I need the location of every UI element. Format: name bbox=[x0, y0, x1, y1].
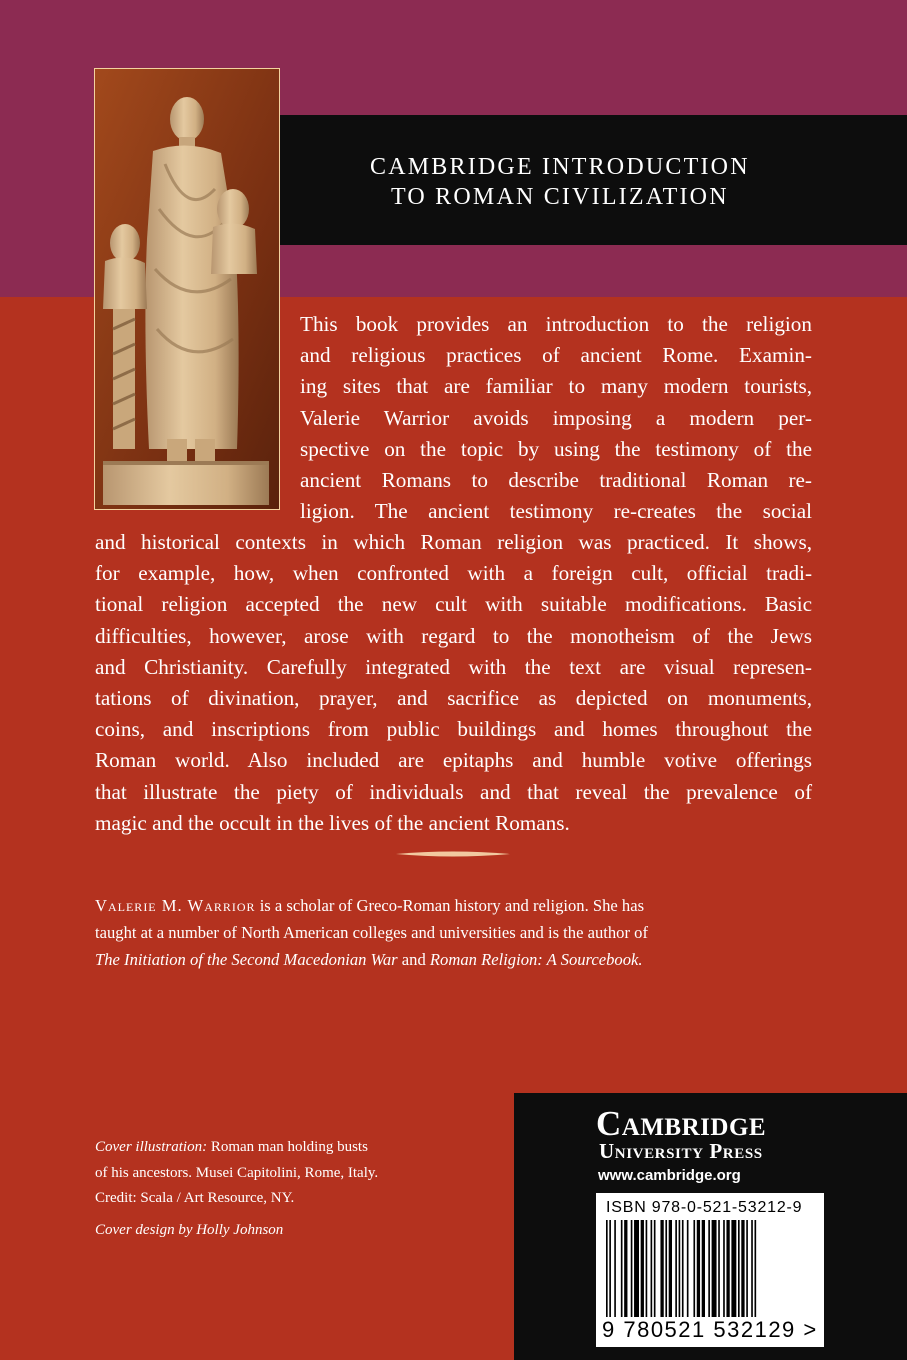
blurb-line: Roman world. Also included are epitaphs and humble votive offerings bbox=[95, 748, 812, 773]
publisher-box bbox=[514, 1093, 907, 1360]
series-title-line-1: CAMBRIDGE INTRODUCTION bbox=[370, 154, 750, 180]
blurb-line: and Christianity. Carefully integrated with the text are visual represen- bbox=[95, 654, 812, 679]
blurb-line: This book provides an introduction to the religion bbox=[300, 312, 812, 336]
credit-line-2: of his ancestors. Musei Capitolini, Rome, Italy. bbox=[95, 1164, 379, 1181]
isbn-label: ISBN 978-0-521-53212-9 bbox=[606, 1199, 803, 1216]
barcode-bar bbox=[738, 1220, 740, 1317]
blurb-line: tations of divination, prayer, and sacrifice as depicted on monuments, bbox=[95, 686, 812, 711]
barcode-bar bbox=[675, 1220, 677, 1317]
barcode-bar bbox=[646, 1220, 648, 1317]
barcode-bar bbox=[606, 1220, 608, 1317]
blurb-wide bbox=[95, 527, 812, 839]
ornament-divider-icon bbox=[396, 849, 510, 859]
credit-line-1 bbox=[95, 1135, 475, 1161]
credit-label: Cover illustration: bbox=[95, 1139, 208, 1155]
barcode-bar bbox=[682, 1220, 684, 1317]
book-title: The Initiation of the Second Macedonian War bbox=[95, 950, 398, 969]
author-bio bbox=[95, 892, 785, 973]
blurb-line: ing sites that are familiar to many modern tourists, bbox=[300, 374, 812, 399]
author-bio-line-2: taught at a number of North American colleges and universities and is the author of bbox=[95, 923, 648, 942]
blurb-line: tional religion accepted the new cult with suitable modifications. Basic bbox=[95, 592, 812, 617]
cover-design-credit: Cover design by Holly Johnson bbox=[95, 1222, 284, 1238]
barcode-bar bbox=[679, 1220, 681, 1317]
barcode-bar bbox=[665, 1220, 667, 1317]
barcode-bar bbox=[723, 1220, 725, 1317]
blurb-line: ancient Romans to describe traditional Roman re- bbox=[300, 468, 812, 493]
barcode-bar bbox=[669, 1220, 672, 1317]
barcode-bar bbox=[726, 1220, 729, 1317]
author-bio-text: and bbox=[397, 950, 430, 969]
blurb-line: and historical contexts in which Roman religion was practiced. It shows, bbox=[95, 530, 812, 554]
credit-text: Roman man holding busts bbox=[207, 1139, 368, 1155]
barcode-bar bbox=[651, 1220, 653, 1317]
author-bio-line-1 bbox=[95, 892, 785, 919]
blurb-narrow bbox=[300, 309, 812, 527]
barcode-bar bbox=[702, 1220, 705, 1317]
barcode-bar bbox=[755, 1220, 757, 1317]
blurb-line: Valerie Warrior avoids imposing a modern per- bbox=[300, 405, 812, 430]
blurb-line: difficulties, however, arose with regard to the monotheism of the Jews bbox=[95, 623, 812, 648]
author-bio-line-3 bbox=[95, 946, 785, 973]
barcode-bar bbox=[660, 1220, 663, 1317]
blurb-line: magic and the occult in the lives of the ancient Romans. bbox=[95, 810, 570, 835]
barcode-bar bbox=[641, 1220, 644, 1317]
blurb-line: for example, how, when confronted with a foreign cult, official tradi- bbox=[95, 561, 812, 586]
publisher-url: www.cambridge.org bbox=[598, 1167, 741, 1184]
barcode-bar bbox=[624, 1220, 627, 1317]
barcode-icon bbox=[606, 1220, 814, 1317]
cover-photo bbox=[94, 68, 280, 510]
barcode-bar bbox=[712, 1220, 717, 1317]
publisher-name: Cambridge bbox=[596, 1104, 767, 1143]
cover-credit bbox=[95, 1135, 475, 1212]
barcode-bar bbox=[731, 1220, 736, 1317]
barcode-bar bbox=[687, 1220, 689, 1317]
barcode-card bbox=[596, 1193, 824, 1347]
barcode-bar bbox=[654, 1220, 656, 1317]
barcode-bar bbox=[634, 1220, 639, 1317]
barcode-bar bbox=[697, 1220, 700, 1317]
series-title-line-2: TO ROMAN CIVILIZATION bbox=[391, 184, 729, 210]
barcode-bar bbox=[614, 1220, 616, 1317]
barcode-bar bbox=[708, 1220, 710, 1317]
barcode-bar bbox=[621, 1220, 623, 1317]
statue-photo-icon bbox=[95, 69, 279, 509]
blurb-line: coins, and inscriptions from public buildings and homes throughout the bbox=[95, 717, 812, 742]
blurb-line: that illustrate the piety of individuals and that reveal the prevalence of bbox=[95, 779, 812, 804]
book-title: Roman Religion: A Sourcebook. bbox=[429, 950, 643, 969]
barcode-bar bbox=[609, 1220, 611, 1317]
blurb-line: spective on the topic by using the testimony of the bbox=[300, 436, 812, 461]
blurb-line: ligion. The ancient testimony re-creates the social bbox=[300, 499, 812, 524]
author-name: Valerie M. Warrior bbox=[95, 896, 256, 915]
ean-number: 9 780521 532129 > bbox=[602, 1317, 818, 1342]
author-bio-text: is a scholar of Greco-Roman history and religion. She has bbox=[255, 896, 645, 915]
barcode-bar bbox=[746, 1220, 748, 1317]
barcode-bar bbox=[693, 1220, 695, 1317]
barcode-bar bbox=[718, 1220, 720, 1317]
credit-line-3: Credit: Scala / Art Resource, NY. bbox=[95, 1190, 295, 1206]
barcode-bar bbox=[751, 1220, 753, 1317]
publisher-press: University Press bbox=[599, 1139, 763, 1163]
series-title-box bbox=[280, 115, 907, 245]
blurb-line: and religious practices of ancient Rome. Examin- bbox=[300, 343, 812, 368]
barcode-bar bbox=[631, 1220, 633, 1317]
barcode-bar bbox=[741, 1220, 744, 1317]
